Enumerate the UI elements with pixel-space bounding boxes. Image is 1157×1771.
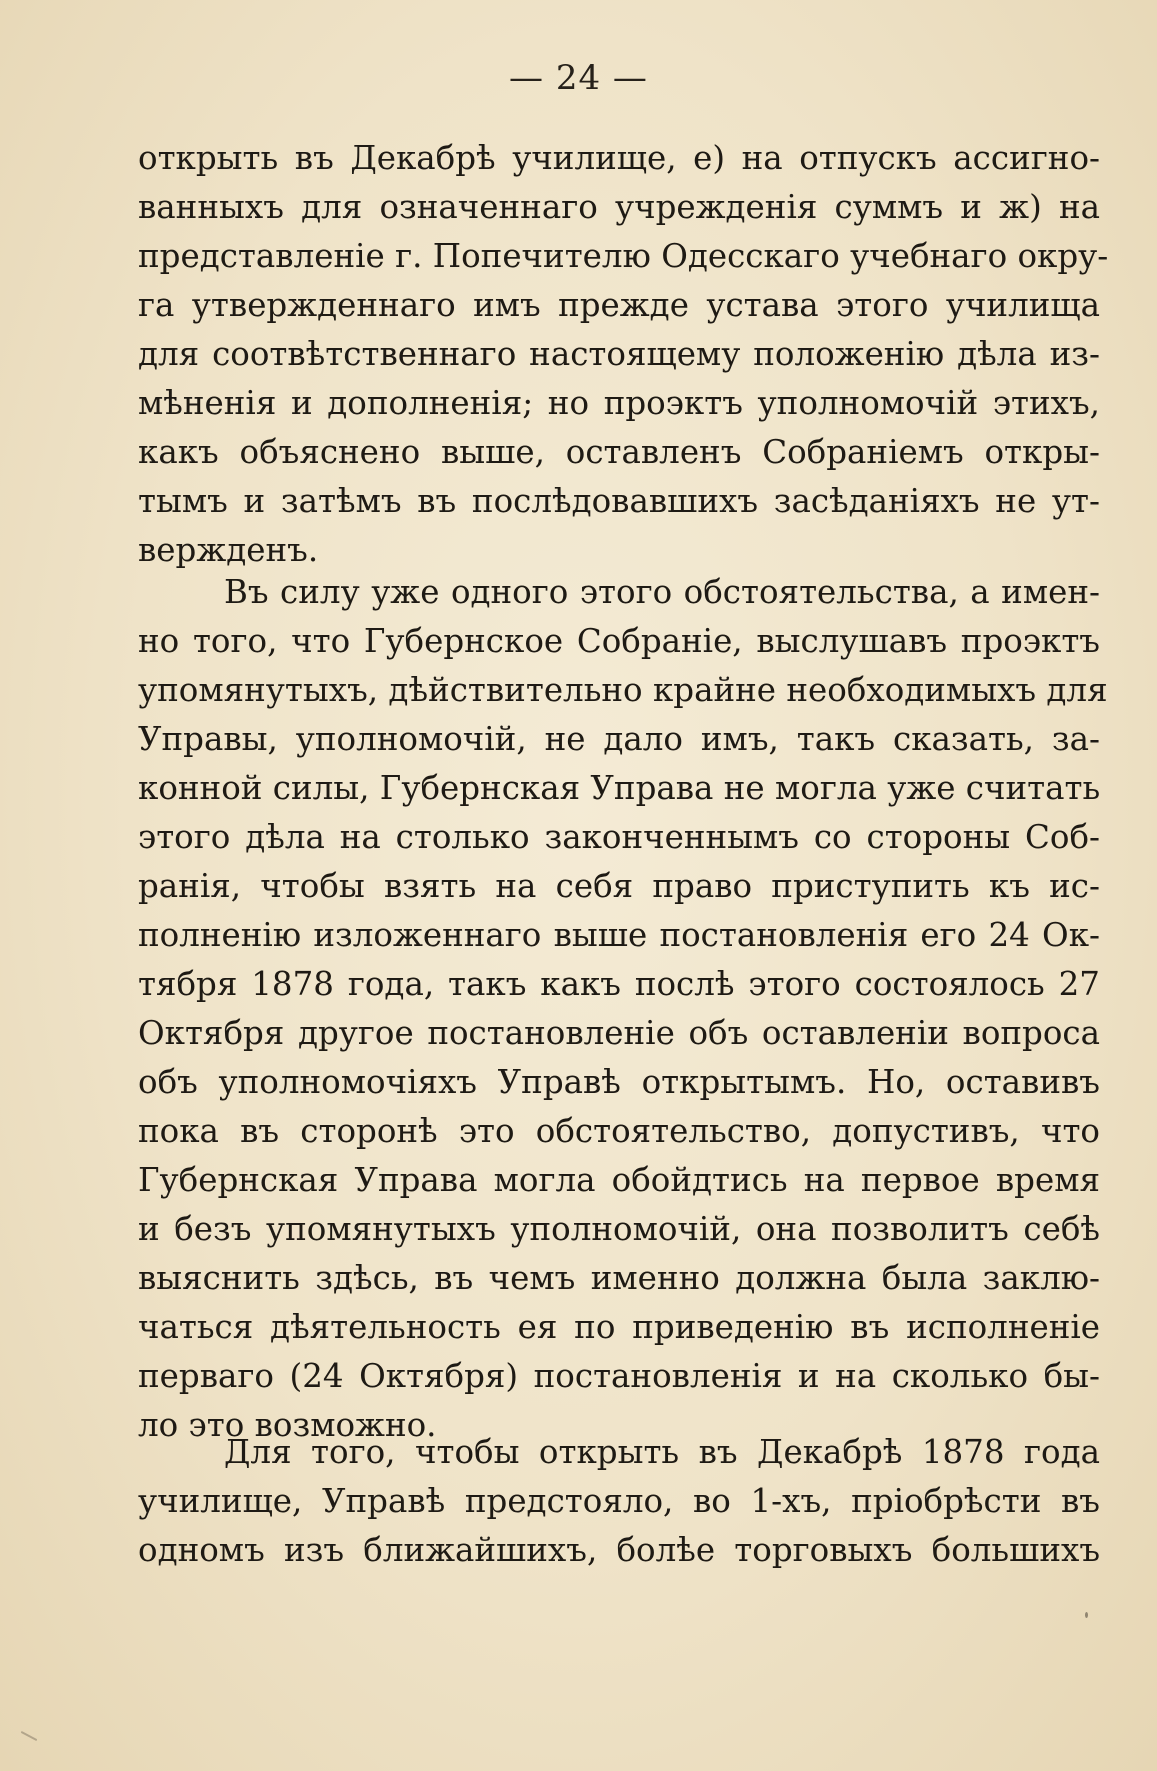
text-line: конной силы, Губернская Управа не могла уже считать [138,769,1101,807]
text-line: объ уполномочіяхъ Управѣ открытымъ. Но, оставивъ [138,1063,1100,1101]
text-line: для соотвѣтственнаго настоящему положенію дѣла из- [138,335,1100,373]
text-line: Октября другое постановленіе объ оставленіи вопроса [138,1014,1100,1052]
text-line: чаться дѣятельность ея по приведенію въ исполненіе [138,1308,1100,1346]
text-line: Управы, уполномочій, не дало имъ, такъ сказать, за- [138,720,1100,758]
text-line: ло это возможно. [138,1406,437,1444]
paper-speck [1085,1612,1088,1618]
text-line: представленіе г. Попечителю Одесскаго учебнаго окру- [138,237,1109,275]
text-line: но того, что Губернское Собраніе, выслушавъ проэктъ [138,622,1100,660]
text-line: упомянутыхъ, дѣйствительно крайне необходимыхъ для [138,671,1108,709]
text-line: ванныхъ для означеннаго учрежденія суммъ и ж) на [138,188,1100,226]
paragraph-1 [138,134,1109,575]
text-line: мѣненія и дополненія; но проэктъ уполномочій этихъ, [138,384,1100,422]
paragraph-3 [138,1428,1100,1575]
text-line: тымъ и затѣмъ въ послѣдовавшихъ засѣданіяхъ не ут- [138,482,1100,520]
text-line: одномъ изъ ближайшихъ, болѣе торговыхъ большихъ [138,1531,1100,1569]
text-line: вержденъ. [138,531,319,569]
text-line: и безъ упомянутыхъ уполномочій, она позволитъ себѣ [138,1210,1100,1248]
text-line: перваго (24 Октября) постановленія и на сколько бы- [138,1357,1100,1395]
text-line: тября 1878 года, такъ какъ послѣ этого состоялось 27 [138,965,1100,1003]
text-line: этого дѣла на столько законченнымъ со стороны Соб- [138,818,1100,856]
text-line: полненію изложеннаго выше постановленія его 24 Ок- [138,916,1100,954]
text-line: га утвержденнаго имъ прежде устава этого училища [138,286,1100,324]
text-line: Въ силу уже одного этого обстоятельства, а имен- [224,573,1100,611]
text-line: ранія, чтобы взять на себя право приступить къ ис- [138,867,1100,905]
paper-speck [21,1731,38,1741]
text-line: какъ объяснено выше, оставленъ Собраніемъ откры- [138,433,1100,471]
paragraph-2 [138,568,1108,1450]
text-line: выяснить здѣсь, въ чемъ именно должна была заклю- [138,1259,1100,1297]
text-line: пока въ сторонѣ это обстоятельство, допустивъ, что [138,1112,1100,1150]
text-line: открыть въ Декабрѣ училище, е) на отпускъ ассигно- [138,139,1100,177]
text-line: Губернская Управа могла обойдтись на первое время [138,1161,1100,1199]
text-line: училище, Управѣ предстояло, во 1-хъ, пріобрѣсти въ [138,1482,1100,1520]
page-number: — 24 — [509,58,648,98]
text-line: Для того, чтобы открыть въ Декабрѣ 1878 года [224,1433,1100,1471]
